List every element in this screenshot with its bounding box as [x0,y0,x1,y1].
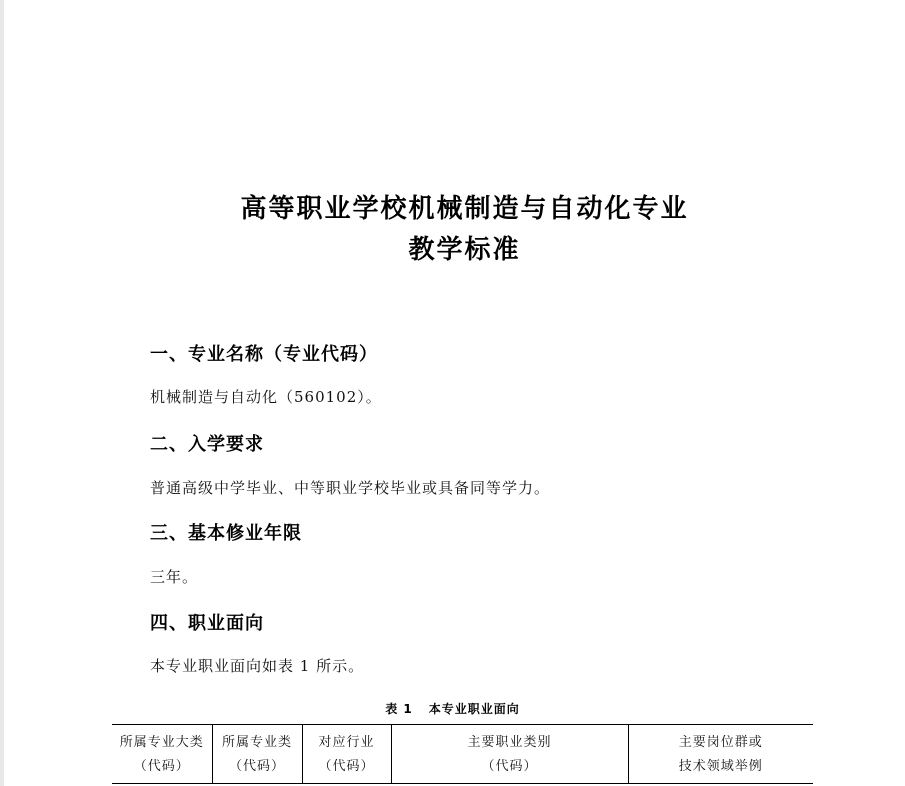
document-title-line1: 高等职业学校机械制造与自动化专业 [240,194,689,224]
section-heading-study-years: 三、基本修业年限 [150,523,302,544]
section-heading-major-name: 一、专业名称（专业代码） [150,344,378,365]
section-text-major-name: 机械制造与自动化（560102）。 [150,388,382,406]
header-line2: （代码） [481,759,538,774]
header-line2: （代码） [133,759,190,774]
table-header-row [112,725,813,784]
header-line1: 所属专业大类 [119,735,204,750]
table-caption-title: 本专业职业面向 [428,702,520,716]
table-caption [0,700,905,717]
header-line1: 主要职业类别 [467,735,552,750]
career-table-wrapper [112,724,813,784]
header-line1: 所属专业类 [221,735,292,750]
section-text-admission: 普通高级中学毕业、中等职业学校毕业或具备同等学力。 [150,479,551,497]
section-text-career: 本专业职业面向如表 1 所示。 [150,657,365,675]
header-line2: （代码） [228,759,285,774]
header-line1: 对应行业 [318,735,375,750]
header-line2: 技术领域举例 [678,759,763,774]
header-line2: （代码） [318,759,375,774]
table-header-occupation [391,725,628,784]
header-line1: 主要岗位群或 [678,735,763,750]
table-header-industry [302,725,391,784]
page-left-edge [0,0,4,786]
section-heading-career: 四、职业面向 [150,613,264,634]
table-header-major-class [212,725,302,784]
table-caption-number: 表 1 [385,702,413,716]
section-heading-admission: 二、入学要求 [150,434,264,455]
document-title-line2: 教学标准 [408,235,521,265]
section-text-study-years: 三年。 [150,568,199,586]
table-header-major-category [112,725,212,784]
table-header-positions [628,725,813,784]
career-table [112,724,813,784]
